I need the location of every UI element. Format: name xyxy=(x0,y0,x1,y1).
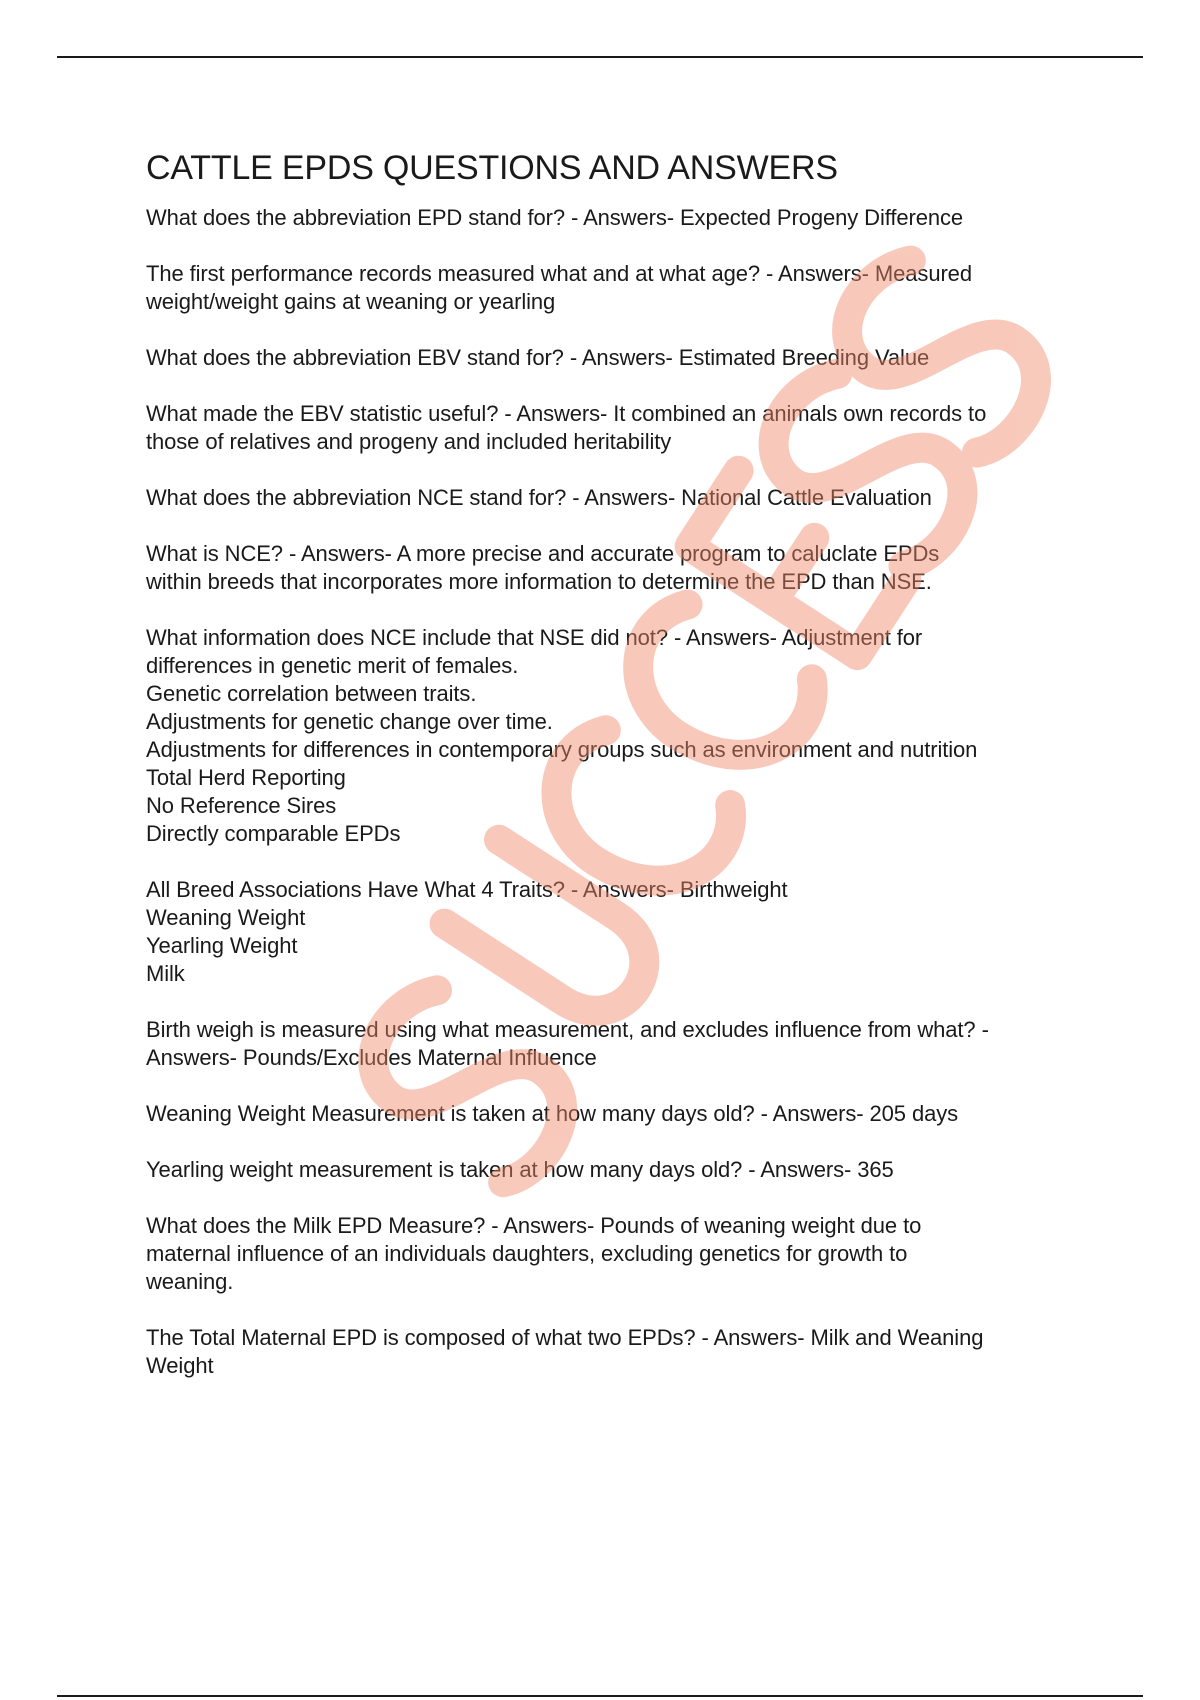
qa-item xyxy=(146,1100,1096,1128)
qa-line: Adjustments for genetic change over time. xyxy=(146,709,553,734)
qa-item xyxy=(146,1324,1096,1380)
qa-line: No Reference Sires xyxy=(146,793,337,818)
qa-item xyxy=(146,260,1096,316)
qa-line: What made the EBV statistic useful? - Answers- It combined an animals own records to xyxy=(146,401,987,426)
qa-line: those of relatives and progeny and included heritability xyxy=(146,429,672,454)
qa-line: What does the Milk EPD Measure? - Answers- Pounds of weaning weight due to xyxy=(146,1213,922,1238)
qa-item xyxy=(146,400,1096,456)
qa-line: What does the abbreviation NCE stand for? - Answers- National Cattle Evaluation xyxy=(146,485,932,510)
qa-line: Answers- Pounds/Excludes Maternal Influence xyxy=(146,1045,597,1070)
qa-item xyxy=(146,344,1096,372)
qa-line: The Total Maternal EPD is composed of what two EPDs? - Answers- Milk and Weaning xyxy=(146,1325,984,1350)
qa-line: Total Herd Reporting xyxy=(146,765,346,790)
qa-item xyxy=(146,1156,1096,1184)
page-title: CATTLE EPDS QUESTIONS AND ANSWERS xyxy=(146,149,838,187)
qa-line: Weaning Weight xyxy=(146,905,306,930)
qa-line: maternal influence of an individuals daughters, excluding genetics for growth to xyxy=(146,1241,908,1266)
qa-item xyxy=(146,204,1096,232)
qa-line: What is NCE? - Answers- A more precise and accurate program to caluclate EPDs xyxy=(146,541,940,566)
qa-line: Weight xyxy=(146,1353,214,1378)
qa-item xyxy=(146,1016,1096,1072)
qa-line: All Breed Associations Have What 4 Traits? - Answers- Birthweight xyxy=(146,877,788,902)
qa-line: Yearling weight measurement is taken at how many days old? - Answers- 365 xyxy=(146,1157,894,1182)
qa-line: Yearling Weight xyxy=(146,933,298,958)
qa-line: Adjustments for differences in contemporary groups such as environment and nutrition xyxy=(146,737,978,762)
qa-line: Directly comparable EPDs xyxy=(146,821,401,846)
qa-line: Genetic correlation between traits. xyxy=(146,681,477,706)
qa-item xyxy=(146,540,1096,596)
document-body xyxy=(146,146,1096,1408)
qa-line: weaning. xyxy=(146,1269,234,1294)
qa-line: Weaning Weight Measurement is taken at how many days old? - Answers- 205 days xyxy=(146,1101,959,1126)
qa-line: weight/weight gains at weaning or yearling xyxy=(146,289,556,314)
qa-line: The first performance records measured what and at what age? - Answers- Measured xyxy=(146,261,972,286)
qa-line: Birth weigh is measured using what measurement, and excludes influence from what? - xyxy=(146,1017,989,1042)
qa-item xyxy=(146,876,1096,988)
qa-line: What does the abbreviation EBV stand for? - Answers- Estimated Breeding Value xyxy=(146,345,930,370)
qa-item xyxy=(146,624,1096,848)
qa-item xyxy=(146,1212,1096,1296)
qa-line: within breeds that incorporates more information to determine the EPD than NSE. xyxy=(146,569,932,594)
qa-item xyxy=(146,484,1096,512)
qa-line: What does the abbreviation EPD stand for? - Answers- Expected Progeny Difference xyxy=(146,205,964,230)
qa-line: What information does NCE include that NSE did not? - Answers- Adjustment for xyxy=(146,625,923,650)
qa-line: differences in genetic merit of females. xyxy=(146,653,519,678)
qa-line: Milk xyxy=(146,961,185,986)
bottom-rule xyxy=(57,1695,1143,1697)
top-rule xyxy=(57,56,1143,58)
